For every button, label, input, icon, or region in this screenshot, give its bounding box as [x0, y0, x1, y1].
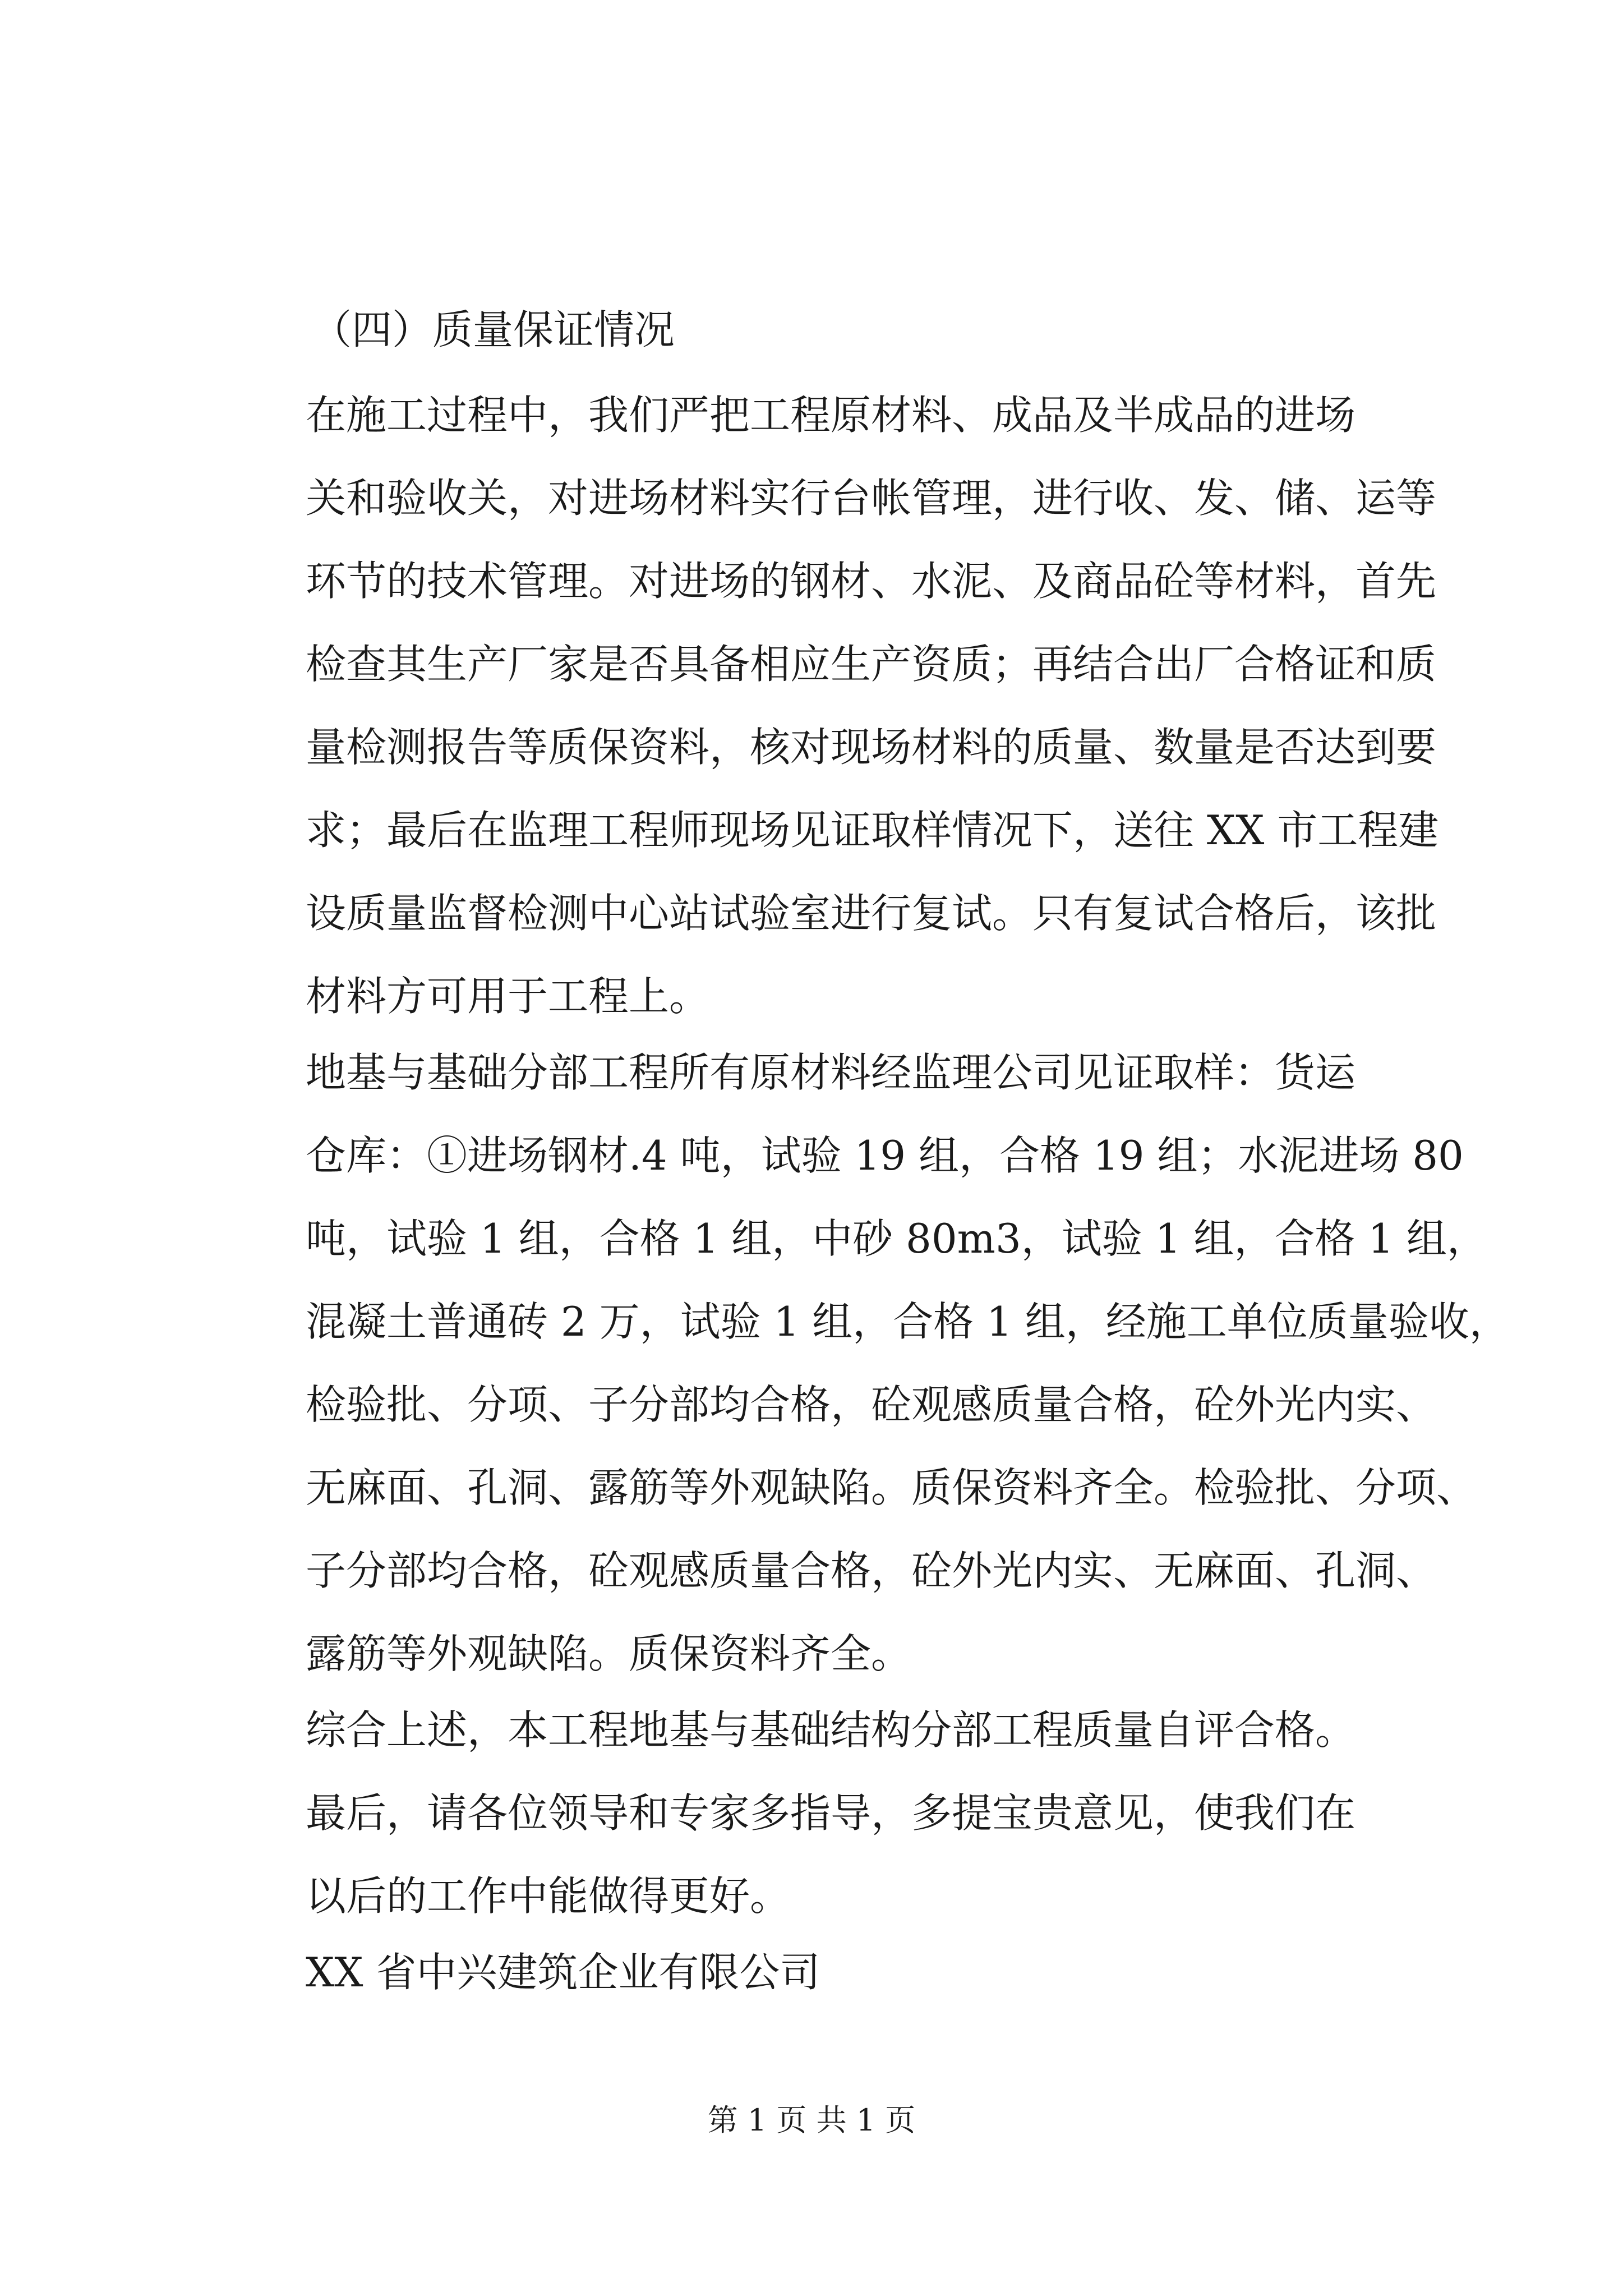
paragraph-1-line-4: 检查其生产厂家是否具备相应生产资质；再结合出厂合格证和质 — [306, 641, 1437, 688]
paragraph-4-line-1: 最后，请各位领导和专家多指导，多提宝贵意见，使我们在 — [306, 1789, 1356, 1837]
company-signature: XX 省中兴建筑企业有限公司 — [306, 1949, 820, 1996]
paragraph-1-line-8: 材料方可用于工程上。 — [306, 973, 710, 1020]
paragraph-4-line-2: 以后的工作中能做得更好。 — [306, 1872, 791, 1920]
paragraph-2-line-8: 露筋等外观缺陷。质保资料齐全。 — [306, 1630, 912, 1677]
paragraph-1-line-2: 关和验收关，对进场材料实行台帐管理，进行收、发、储、运等 — [306, 475, 1437, 522]
paragraph-1-line-1: 在施工过程中，我们严把工程原材料、成品及半成品的进场 — [306, 392, 1356, 439]
paragraph-1-line-7: 设质量监督检测中心站试验室进行复试。只有复试合格后，该批 — [306, 890, 1437, 937]
page-footer: 第 1 页 共 1 页 — [707, 2102, 916, 2138]
paragraph-2-line-1: 地基与基础分部工程所有原材料经监理公司见证取样：货运 — [306, 1049, 1356, 1096]
paragraph-2-line-7: 子分部均合格，砼观感质量合格，砼外光内实、无麻面、孔洞、 — [306, 1547, 1437, 1594]
section-heading: （四）质量保证情况 — [311, 306, 675, 353]
paragraph-1-line-5: 量检测报告等质保资料，核对现场材料的质量、数量是否达到要 — [306, 724, 1437, 771]
paragraph-2-line-3: 吨，试验 1 组，合格 1 组，中砂 80m3，试验 1 组，合格 1 组， — [306, 1215, 1487, 1262]
paragraph-3: 综合上述，本工程地基与基础结构分部工程质量自评合格。 — [306, 1706, 1356, 1754]
paragraph-2-line-5: 检验批、分项、子分部均合格，砼观感质量合格，砼外光内实、 — [306, 1381, 1437, 1428]
paragraph-2-line-6: 无麻面、孔洞、露筋等外观缺陷。质保资料齐全。检验批、分项、 — [306, 1464, 1477, 1511]
paragraph-2-line-4: 混凝土普通砖 2 万，试验 1 组，合格 1 组，经施工单位质量验收， — [306, 1298, 1510, 1345]
paragraph-1-line-6: 求；最后在监理工程师现场见证取样情况下，送往 XX 市工程建 — [306, 807, 1439, 854]
paragraph-2-line-2: 仓库：①进场钢材.4 吨，试验 19 组，合格 19 组；水泥进场 80 — [306, 1132, 1464, 1179]
paragraph-1-line-3: 环节的技术管理。对进场的钢材、水泥、及商品砼等材料，首先 — [306, 558, 1437, 605]
